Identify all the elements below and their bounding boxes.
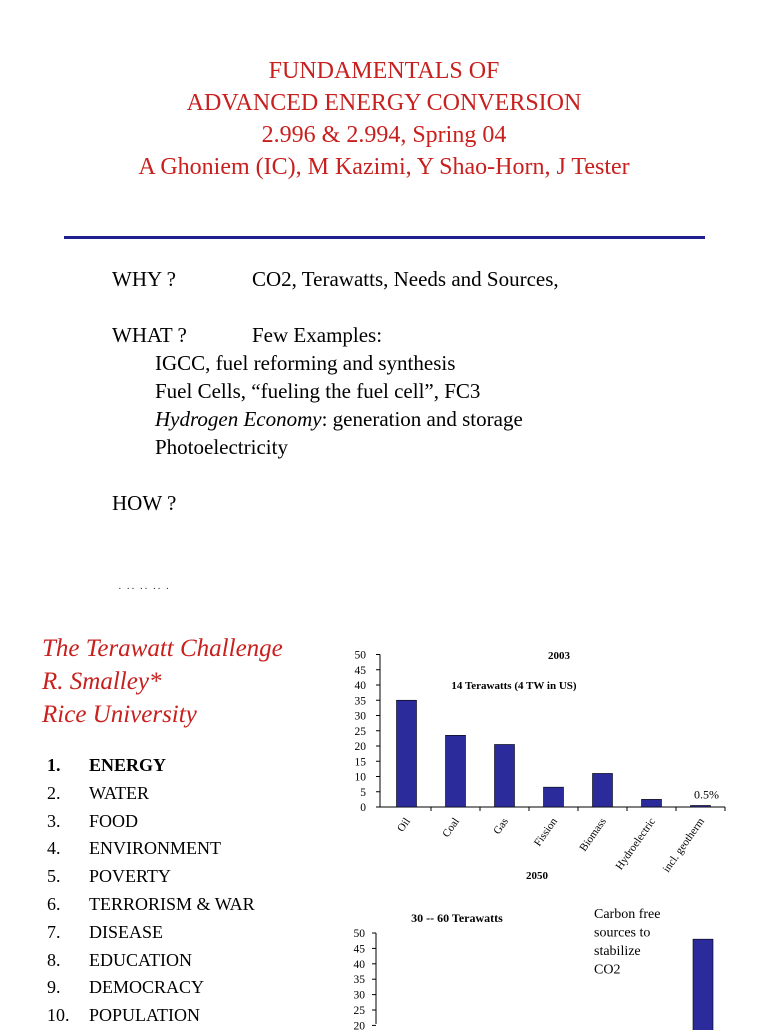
item-label: TERRORISM & WAR xyxy=(89,893,255,914)
chart-title: 2003 xyxy=(548,650,570,662)
what-item: Fuel Cells, “fueling the fuel cell”, FC3 xyxy=(155,379,481,403)
y-tick-label: 35 xyxy=(353,974,365,987)
bar xyxy=(691,805,711,807)
bar xyxy=(495,744,515,807)
y-tick-label: 45 xyxy=(353,943,365,956)
y-tick-label: 45 xyxy=(354,664,366,677)
chart-2050 xyxy=(330,860,730,1030)
smalley-block xyxy=(42,632,283,731)
smalley-line: The Terawatt Challenge xyxy=(42,635,283,662)
y-tick-label: 30 xyxy=(353,989,365,1002)
item-label: POVERTY xyxy=(89,866,171,887)
item-label: FOOD xyxy=(89,810,139,831)
what-item: IGCC, fuel reforming and synthesis xyxy=(155,351,456,375)
item-label: ENERGY xyxy=(89,755,167,775)
bar xyxy=(642,799,662,807)
chart-note-line: CO2 xyxy=(594,962,621,978)
what-text: Few Examples: xyxy=(252,323,383,347)
scan-residue: · ·· ·· ·· · xyxy=(118,583,171,595)
y-tick-label: 20 xyxy=(354,741,366,753)
item-number: 5. xyxy=(47,866,61,887)
item-label: POPULATION xyxy=(89,1005,201,1026)
item-number: 3. xyxy=(47,810,61,831)
chart-2003 xyxy=(330,640,730,875)
hydrogen-italic: Hydrogen Economy xyxy=(155,407,322,431)
y-tick-label: 0 xyxy=(360,802,366,814)
why-text: CO2, Terawatts, Needs and Sources, xyxy=(252,267,559,291)
outline-section xyxy=(112,265,559,517)
y-tick-label: 30 xyxy=(354,710,366,723)
bar xyxy=(446,735,466,807)
smalley-line: R. Smalley* xyxy=(42,668,162,695)
how-row xyxy=(112,489,523,517)
why-label: WHY ? xyxy=(112,267,176,291)
x-tick-label: Fission xyxy=(531,815,560,849)
title-line-4: A Ghoniem (IC), M Kazimi, Y Shao-Horn, J Tester xyxy=(138,154,630,180)
how-label: HOW ? xyxy=(112,491,177,515)
item-label: DISEASE xyxy=(89,921,164,942)
title-line-2: ADVANCED ENERGY CONVERSION xyxy=(186,90,582,116)
hydrogen-rest: : generation and storage xyxy=(321,407,523,431)
item-label: DEMOCRACY xyxy=(89,977,205,998)
title-block xyxy=(0,55,768,183)
why-row xyxy=(112,265,559,293)
photo-item: Photoelectricity xyxy=(155,435,288,459)
y-tick-label: 10 xyxy=(354,771,366,784)
y-tick-label: 40 xyxy=(353,958,365,971)
chart-subtitle: 14 Terawatts (4 TW in US) xyxy=(451,680,577,692)
item-number: 4. xyxy=(47,838,61,859)
title-line-3: 2.996 & 2.994, Spring 04 xyxy=(261,122,507,148)
x-tick-label: Gas xyxy=(491,815,511,837)
item-number: 10. xyxy=(47,1005,70,1026)
chart-note-line: Carbon free xyxy=(594,907,661,922)
smalley-line: Rice University xyxy=(42,701,197,728)
x-tick-label: Hydroelectric xyxy=(613,815,658,873)
item-label: EDUCATION xyxy=(89,949,192,970)
bar xyxy=(544,787,564,807)
y-tick-label: 20 xyxy=(353,1020,365,1030)
y-tick-label: 50 xyxy=(353,928,365,940)
y-tick-label: 15 xyxy=(354,756,366,769)
item-label: ENVIRONMENT xyxy=(89,838,221,859)
what-label: WHAT ? xyxy=(112,323,187,347)
divider-rule xyxy=(64,236,705,239)
y-tick-label: 50 xyxy=(354,649,366,662)
item-number: 6. xyxy=(47,893,61,914)
title-line-1: FUNDAMENTALS OF xyxy=(268,58,500,84)
x-tick-label: Biomass xyxy=(577,815,609,854)
bar xyxy=(397,700,417,807)
bar xyxy=(693,939,713,1030)
item-number: 1. xyxy=(47,755,61,775)
y-tick-label: 40 xyxy=(354,680,366,692)
item-number: 2. xyxy=(47,782,61,803)
y-tick-label: 25 xyxy=(354,725,366,738)
item-label: WATER xyxy=(89,782,149,803)
chart-note-line: stabilize xyxy=(594,944,641,959)
y-tick-label: 35 xyxy=(354,695,366,708)
item-number: 7. xyxy=(47,921,61,942)
item-number: 9. xyxy=(47,977,61,998)
what-row xyxy=(112,321,523,349)
chart-note xyxy=(594,907,660,978)
y-tick-label: 25 xyxy=(353,1005,365,1017)
x-tick-label: Coal xyxy=(440,815,462,840)
chart-note-line: sources to xyxy=(594,925,651,941)
hydrogen-row xyxy=(112,405,523,433)
bar xyxy=(593,773,613,807)
item-number: 8. xyxy=(47,949,61,970)
x-tick-label: Oil xyxy=(395,815,413,835)
data-label: 0.5% xyxy=(694,787,719,802)
chart-title: 2050 xyxy=(526,870,548,882)
chart-subtitle: 30 -- 60 Terawatts xyxy=(411,911,503,925)
x-tick-label: incl. geotherm xyxy=(660,815,707,875)
y-tick-label: 5 xyxy=(360,786,366,799)
